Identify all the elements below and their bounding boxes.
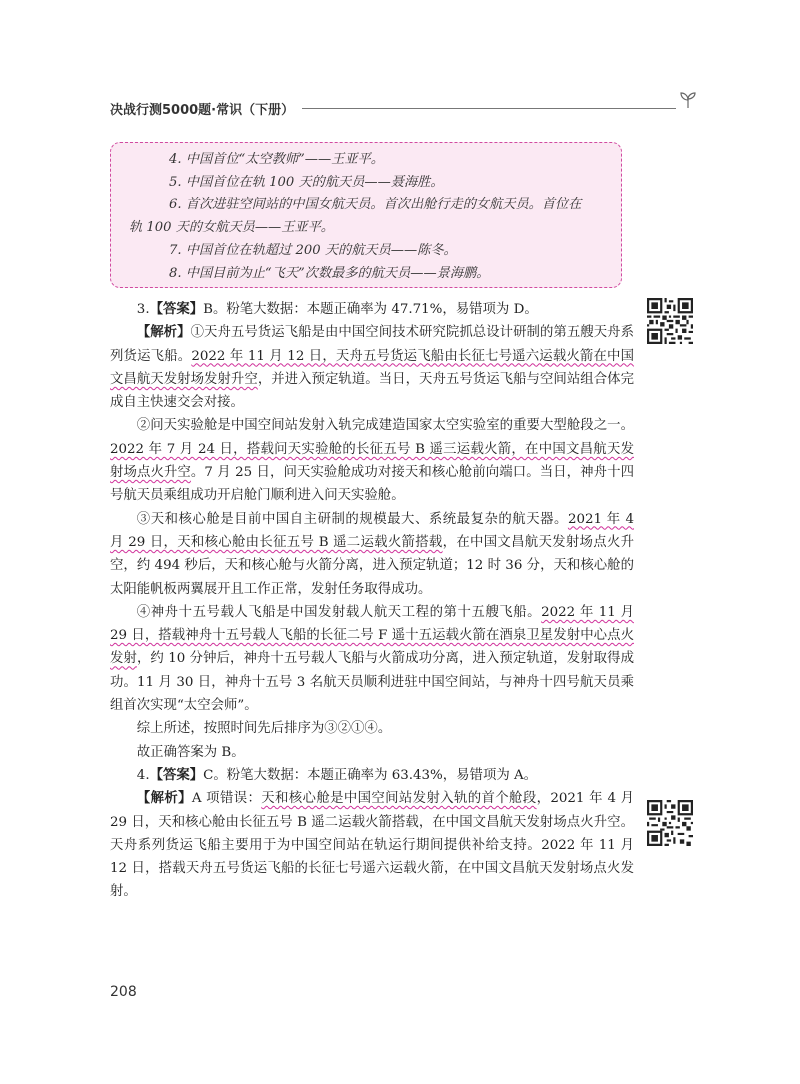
q3-summary: 综上所述，按照时间先后排序为③②①④。 — [136, 721, 392, 737]
qr-code-icon[interactable] — [647, 800, 693, 846]
q3-analysis-p2: ②问天实验舱是中国空间站发射入轨完成建造国家太空实验室的重要大型舱段之一。2022 年 7 月 24 日，搭载问天实验舱的长征五号 B 遥三运载火箭，在中国文昌航天发射场点火升空。7 月 25 日，问天实验舱成功对接天和核心舱前向端口。当日，神舟十四号航天员乘组成功开启舱门顺利进入问天实验舱。 — [110, 418, 635, 504]
tip-line: 轨 100 天的女航天员——王亚平。 — [129, 220, 334, 236]
tip-line: 4. 中国首位“太空教师”——王亚平。 — [169, 152, 384, 167]
header-rule — [302, 108, 676, 109]
tip-box — [110, 142, 622, 288]
qr-code-icon[interactable] — [647, 298, 693, 344]
leaf-sprout-icon — [676, 88, 700, 112]
q3-analysis-p3: ③天和核心舱是目前中国自主研制的规模最大、系统最复杂的航天器。2021 年 4 月 29 日，天和核心舱由长征五号 B 遥二运载火箭搭载，在中国文昌航天发射场点火升空，约 494 秒后，天和核心舱与火箭分离，进入预定轨道；12 时 36 分，天和核心舱的太阳能帆板两翼展开且工作正常，发射任务取得成功。 — [110, 511, 635, 597]
tip-line: 6. 首次进驻空间站的中国女航天员。首次出舱行走的女航天员。首位在 — [169, 197, 582, 213]
running-header — [110, 96, 700, 124]
q4-analysis-p1: 【解析】A 项错误：天和核心舱是中国空间站发射入轨的首个舱段，2021 年 4 月 29 日，天和核心舱由长征五号 B 遥二运载火箭搭载，在中国文昌航天发射场点火升空。天舟系列货运飞船主要用于为中国空间站在轨运行期间提供补给支持。2022 年 11 月 12 日，搭载天舟五号货运飞船的长征七号遥六运载火箭，在中国文昌航天发射场点火发射。 — [110, 790, 635, 900]
tip-line: 5. 中国首位在轨 100 天的航天员——聂海胜。 — [169, 174, 444, 190]
q3-analysis-p4: ④神舟十五号载人飞船是中国发射载人航天工程的第十五艘飞船。2022 年 11 月 29 日，搭载神舟十五号载人飞船的长征二号 F 遥十五运载火箭在酒泉卫星发射中心点火发射，约 10 分钟后，神舟十五号载人飞船与火箭成功分离，进入预定轨道，发射取得成功。11 月 30 日，神舟十五号 3 名航天员顺利进驻中国空间站，与神舟十四号航天员乘组首次实现“太空会师”。 — [110, 604, 635, 714]
q3-answer: 3.【答案】B。粉笔大数据：本题正确率为 47.71%，易错项为 D。 — [136, 301, 538, 317]
tip-line: 7. 中国首位在轨超过 200 天的航天员——陈冬。 — [169, 242, 457, 258]
book-title: 决战行测5000题·常识（下册） — [110, 103, 295, 118]
tip-line: 8. 中国目前为止“飞天”次数最多的航天员——景海鹏。 — [169, 265, 490, 281]
main-content — [110, 298, 634, 904]
q4-answer: 4.【答案】C。粉笔大数据：本题正确率为 63.43%，易错项为 A。 — [136, 766, 538, 783]
q3-analysis-p1: 【解析】①天舟五号货运飞船是由中国空间技术研究院抓总设计研制的第五艘天舟系列货运飞船。2022 年 11 月 12 日，天舟五号货运飞船由长征七号遥六运载火箭在中国文昌航天发射场发射升空，并进入预定轨道。当日，天舟五号货运飞船与空间站组合体完成自主快速交会对接。 — [110, 324, 635, 411]
page-number: 208 — [110, 984, 137, 1000]
q3-conclusion: 故正确答案为 B。 — [136, 744, 245, 760]
